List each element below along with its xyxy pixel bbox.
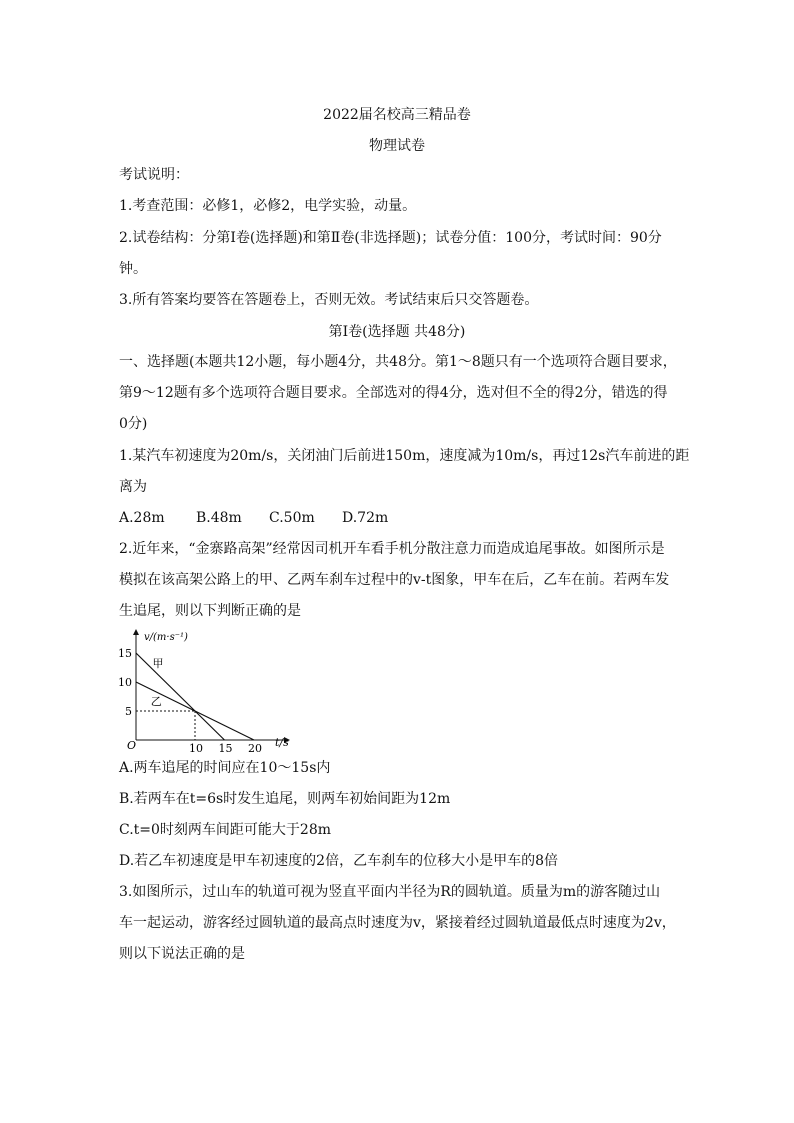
question-2-option-b: B.若两车在t=6s时发生追尾，则两车初始间距为12m bbox=[119, 791, 451, 807]
instruction-item-2-line-2: 钟。 bbox=[119, 261, 147, 277]
x-axis-label: t/s bbox=[275, 736, 289, 749]
question-1-option-d: D.72m bbox=[342, 510, 389, 526]
question-1-line-2: 离为 bbox=[119, 479, 147, 495]
instruction-item-3: 3.所有答案均要答在答题卷上，否则无效。考试结束后只交答题卷。 bbox=[119, 292, 539, 308]
question-1-option-a: A.28m bbox=[119, 510, 165, 526]
instruction-item-2-line-1: 2.试卷结构：分第Ⅰ卷(选择题)和第Ⅱ卷(非选择题)；试卷分值：100分，考试时间：90分 bbox=[119, 230, 662, 246]
section-intro-line-2: 第9～12题有多个选项符合题目要求。全部选对的得4分，选对但不全的得2分，错选的得 bbox=[119, 385, 668, 401]
question-1-option-b: B.48m bbox=[196, 510, 242, 526]
question-1-option-c: C.50m bbox=[269, 510, 315, 526]
series-label-2: 乙 bbox=[150, 695, 162, 709]
question-2-line-1: 2.近年来，“金寨路高架”经常因司机开车看手机分散注意力而造成追尾事故。如图所示是 bbox=[119, 541, 665, 557]
question-3-line-3: 则以下说法正确的是 bbox=[119, 946, 245, 962]
question-3-line-1: 3.如图所示，过山车的轨道可视为竖直平面内半径为R的圆轨道。质量为m的游客随过山 bbox=[119, 884, 661, 900]
y-tick-label: 10 bbox=[118, 676, 132, 689]
question-2-option-c: C.t=0时刻两车间距可能大于28m bbox=[119, 822, 332, 838]
origin-label: O bbox=[127, 739, 137, 752]
x-tick-label: 10 bbox=[189, 742, 203, 755]
question-3-line-2: 车一起运动，游客经过圆轨道的最高点时速度为v，紧接着经过圆轨道最低点时速度为2v， bbox=[119, 915, 676, 931]
question-1-options bbox=[119, 508, 388, 528]
series-label-1: 甲 bbox=[152, 656, 164, 670]
y-axis-label: v/(m·s⁻¹) bbox=[144, 632, 188, 643]
question-2-line-2: 模拟在该高架公路上的甲、乙两车刹车过程中的v-t图象，甲车在后，乙车在前。若两车发 bbox=[119, 572, 670, 588]
y-tick-label: 15 bbox=[118, 647, 132, 660]
question-1-line-1: 1.某汽车初速度为20m/s，关闭油门后前进150m，速度减为10m/s，再过12s汽车前进的距 bbox=[119, 448, 690, 464]
instructions-heading: 考试说明： bbox=[119, 167, 189, 183]
section-intro-line-1: 一、选择题(本题共12小题，每小题4分，共48分。第1～8题只有一个选项符合题目要求， bbox=[119, 354, 677, 370]
vt-graph bbox=[115, 625, 315, 755]
x-tick-label: 20 bbox=[248, 742, 262, 755]
question-2-option-d: D.若乙车初速度是甲车初速度的2倍，乙车刹车的位移大小是甲车的8倍 bbox=[119, 853, 558, 869]
y-tick-label: 5 bbox=[125, 705, 132, 718]
section-intro-line-3: 0分) bbox=[119, 416, 148, 432]
instruction-item-1: 1.考查范围：必修1，必修2，电学实验，动量。 bbox=[119, 198, 417, 214]
question-2-line-3: 生追尾，则以下判断正确的是 bbox=[119, 603, 301, 619]
question-2-option-a: A.两车追尾的时间应在10～15s内 bbox=[119, 760, 331, 776]
x-tick-label: 15 bbox=[218, 742, 233, 755]
exam-title: 2022届名校高三精品卷 bbox=[323, 107, 471, 123]
subject-title: 物理试卷 bbox=[369, 138, 425, 154]
series-line-1 bbox=[136, 653, 225, 740]
section-title: 第Ⅰ卷(选择题 共48分) bbox=[328, 324, 466, 340]
